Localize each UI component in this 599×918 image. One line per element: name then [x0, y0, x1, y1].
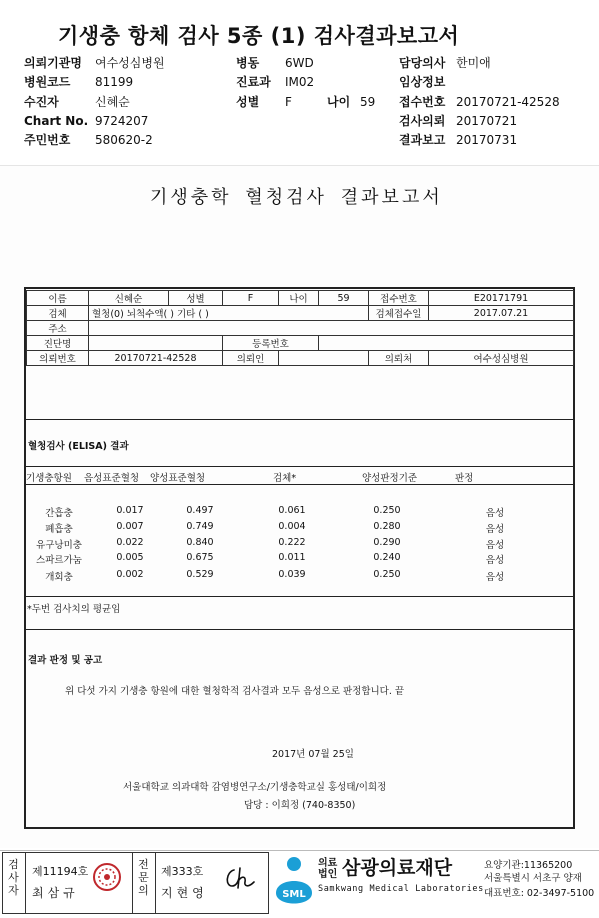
header-resident-no-label: 주민번호: [24, 133, 71, 147]
header-doctor-label: 담당의사: [399, 56, 446, 70]
row-pos: 0.497: [186, 505, 214, 516]
col-cutoff: 양성판정기준: [362, 473, 418, 484]
header-chart-no-label: Chart No.: [24, 114, 89, 128]
row-sample: 0.222: [278, 537, 306, 548]
cell-name: 신혜순: [89, 291, 169, 306]
header-clinical-info-label: 임상정보: [399, 75, 446, 89]
header-hospital-code-value: 81199: [95, 75, 134, 89]
report-title: 기생충학 혈청검사 결과보고서: [150, 187, 443, 208]
row-sample: 0.039: [278, 569, 306, 580]
signature-icon: [222, 864, 262, 894]
cell-address: [89, 321, 574, 336]
row-antigen: 폐흡충: [45, 524, 73, 535]
cell-diag-label: 진단명: [27, 336, 89, 351]
header-sex-label: 성별: [236, 95, 260, 109]
row-result: 음성: [485, 555, 505, 566]
inspector-license: 제11194호: [32, 865, 89, 878]
header-doctor: [399, 56, 491, 70]
row-result: 음성: [485, 508, 505, 519]
row-sample: 0.004: [278, 521, 306, 532]
cell-age-label: 나이: [279, 291, 319, 306]
cell-diag: [89, 336, 223, 351]
row-antigen: 간흡충: [45, 508, 73, 519]
org-type-line1: 의료: [318, 858, 338, 869]
row-antigen: 유구낭미충: [36, 540, 82, 551]
row-pos: 0.840: [186, 537, 214, 548]
header-chart-no-value: 9724207: [95, 114, 149, 128]
header-sex: [236, 95, 292, 109]
row-result: 음성: [485, 540, 505, 551]
header-receipt-no-value: 20170721-42528: [456, 95, 560, 109]
row-antigen: 스파르가눔: [36, 555, 82, 566]
header-request-date: [399, 114, 518, 128]
row-result: 음성: [485, 572, 505, 583]
cell-req-place-label: 의뢰처: [369, 351, 429, 366]
table-row: [27, 306, 574, 321]
header-patient: [24, 95, 130, 109]
row-cutoff: 0.250: [373, 505, 401, 516]
cell-recv: E20171791: [429, 291, 574, 306]
divider: [24, 596, 575, 597]
header-resident-no: [24, 133, 153, 147]
cell-address-label: 주소: [27, 321, 89, 336]
org-name: 삼광의료재단: [342, 857, 453, 879]
org-code: 요양기관:11365200: [484, 860, 573, 871]
header-report-date-label: 결과보고: [399, 133, 446, 147]
header-institution-label: 의뢰기관명: [24, 56, 82, 70]
header-age-value: 59: [360, 95, 376, 109]
row-neg: 0.002: [116, 569, 144, 580]
report-date: 2017년 07월 25일: [272, 749, 354, 760]
inspector-label-text: 검사자: [8, 858, 19, 897]
footnote: *두번 검사치의 평균임: [27, 604, 121, 615]
row-neg: 0.005: [116, 552, 144, 563]
header-department-label: 진료과: [236, 75, 271, 89]
specialist-label: [137, 858, 151, 897]
cell-req-person-label: 의뢰인: [223, 351, 279, 366]
org-phone: 대표번호: 02-3497-5100: [484, 888, 595, 899]
header-receipt-no-label: 접수번호: [399, 95, 446, 109]
row-neg: 0.007: [116, 521, 144, 532]
org-address: 서울특별시 서초구 양재: [484, 873, 582, 884]
row-sample: 0.061: [278, 505, 306, 516]
header-department-value: IM02: [285, 75, 315, 89]
cell-req-no: 20170721-42528: [89, 351, 223, 366]
row-cutoff: 0.280: [373, 521, 401, 532]
header-receipt-no: [399, 95, 560, 109]
conclusion-text: 위 다섯 가지 기생충 항원에 대한 혈청학적 검사결과 모두 음성으로 판정합니다. 끝: [65, 686, 405, 697]
row-sample: 0.011: [278, 552, 306, 563]
table-row: [27, 321, 574, 336]
header-doctor-value: 한미애: [456, 56, 491, 70]
row-cutoff: 0.290: [373, 537, 401, 548]
header-hospital-code: [24, 75, 134, 89]
cell-specimen: 혈청(0) 뇌척수액( ) 기타 ( ): [89, 306, 369, 321]
header-ward-label: 병동: [236, 56, 260, 70]
section-title: 혈청검사 (ELISA) 결과: [28, 441, 129, 452]
cell-reg: [319, 336, 574, 351]
header-ward-value: 6WD: [285, 56, 314, 70]
document-title: 기생충 항체 검사 5종 (1) 검사결과보고서: [58, 24, 460, 48]
row-antigen: 개회충: [45, 572, 73, 583]
header-sex-value: F: [285, 95, 292, 109]
cell-recv-label: 접수번호: [369, 291, 429, 306]
cell-req-person: [279, 351, 369, 366]
contact: 담당 : 이희정 (740-8350): [244, 800, 356, 811]
col-pos: 양성표준혈청: [150, 473, 206, 484]
row-pos: 0.675: [186, 552, 214, 563]
specialist-license: 제333호: [161, 865, 204, 878]
header-age-label: 나이: [327, 95, 351, 109]
header-chart-no: [24, 114, 149, 128]
row-neg: 0.017: [116, 505, 144, 516]
header-clinical-info: [399, 75, 445, 89]
patient-info-table: [26, 290, 574, 366]
header-institution: [24, 56, 165, 70]
cell-req-no-label: 의뢰번호: [27, 351, 89, 366]
col-result: 판정: [455, 473, 474, 484]
sml-logo-icon: [272, 855, 316, 911]
header-request-date-value: 20170721: [456, 114, 518, 128]
seal-icon: [92, 862, 122, 892]
header-hospital-code-label: 병원코드: [24, 75, 71, 89]
specialist-name: 지현영: [161, 886, 208, 900]
cell-sex-label: 성별: [169, 291, 223, 306]
header-age: [327, 95, 376, 109]
divider: [24, 419, 575, 420]
divider: [24, 629, 575, 630]
cell-spec-date: 2017.07.21: [429, 306, 574, 321]
cell-req-place: 여수성심병원: [429, 351, 574, 366]
header-request-date-label: 검사의뢰: [399, 114, 446, 128]
cell-sex: F: [223, 291, 279, 306]
row-result: 음성: [485, 524, 505, 535]
header-patient-value: 신혜순: [95, 95, 130, 109]
table-row: [27, 336, 574, 351]
row-neg: 0.022: [116, 537, 144, 548]
signers: 서울대학교 의과대학 감염병연구소/기생충학교실 홍성태/이희정: [123, 782, 387, 793]
cell-spec-date-label: 검체접수일: [369, 306, 429, 321]
divider: [24, 484, 575, 485]
cell-specimen-label: 검체: [27, 306, 89, 321]
table-row: [27, 351, 574, 366]
cell-reg-label: 등록번호: [223, 336, 319, 351]
header-department: [236, 75, 315, 89]
cell-name-label: 이름: [27, 291, 89, 306]
header-resident-no-value: 580620-2: [95, 133, 153, 147]
row-pos: 0.749: [186, 521, 214, 532]
org-name-en: Samkwang Medical Laboratories: [318, 884, 484, 894]
org-type-line2: 법인: [318, 869, 338, 880]
col-antigen: 기생충항원: [26, 473, 72, 484]
row-pos: 0.529: [186, 569, 214, 580]
cell-age: 59: [319, 291, 369, 306]
conclusion-title: 결과 판정 및 공고: [28, 655, 103, 666]
col-neg: 음성표준혈청: [84, 473, 140, 484]
divider: [24, 466, 575, 467]
header-report-date-value: 20170731: [456, 133, 518, 147]
org-type: [318, 858, 337, 880]
header-patient-label: 수진자: [24, 95, 59, 109]
header-report-date: [399, 133, 518, 147]
table-row: [27, 291, 574, 306]
inspector-label: [7, 858, 21, 897]
header-institution-value: 여수성심병원: [95, 56, 165, 70]
row-cutoff: 0.240: [373, 552, 401, 563]
col-sample: 검체*: [273, 473, 297, 484]
row-cutoff: 0.250: [373, 569, 401, 580]
inspector-name: 최삼규: [32, 886, 79, 900]
header-ward: [236, 56, 314, 70]
specialist-label-text: 전문의: [138, 858, 149, 897]
logo-text: SML: [282, 889, 306, 900]
